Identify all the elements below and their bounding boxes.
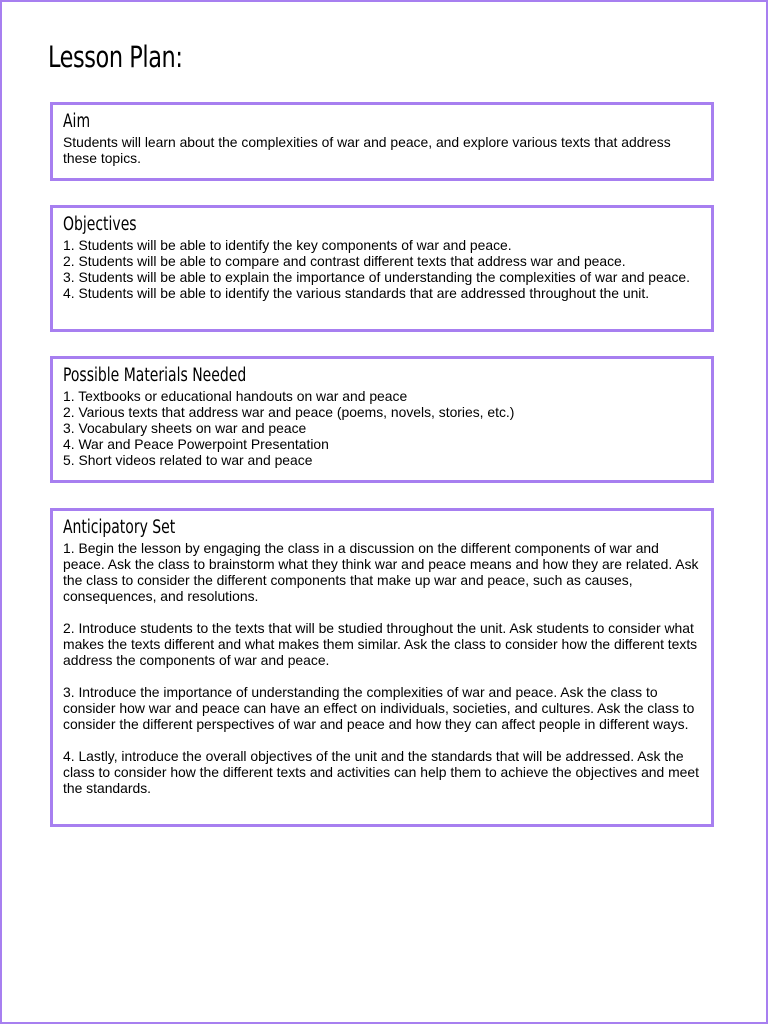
paragraph: 3. Introduce the importance of understanding the complexities of war and peace. Ask the class to consider how war and peace can have an effect on individuals, societies, and cultures. Ask the class to consider the different perspectives of war and peace and how they can affect people in different ways.	[63, 684, 695, 732]
section-materials	[50, 356, 714, 483]
list-item: 3. Students will be able to explain the importance of understanding the complexities of war and peace.	[63, 269, 691, 285]
section-title-aim: Aim	[63, 111, 91, 132]
section-objectives	[50, 205, 714, 332]
paragraph: 2. Introduce students to the texts that will be studied throughout the unit. Ask students to consider what makes the texts different and what makes them similar. Ask the class to consider how the different texts address the components of war and peace.	[63, 620, 698, 668]
section-title-materials: Possible Materials Needed	[63, 365, 247, 386]
section-anticipatory-set	[50, 508, 714, 827]
list-item: 2. Students will be able to compare and contrast different texts that address war and peace.	[63, 253, 626, 269]
list-item: 4. War and Peace Powerpoint Presentation	[63, 436, 329, 452]
section-title-objectives: Objectives	[63, 214, 137, 235]
anticipatory-body	[63, 540, 701, 796]
section-title-anticipatory: Anticipatory Set	[63, 517, 176, 538]
section-aim	[50, 102, 714, 181]
list-item: 3. Vocabulary sheets on war and peace	[63, 420, 307, 436]
list-item: 5. Short videos related to war and peace	[63, 452, 313, 468]
paragraph: 1. Begin the lesson by engaging the class in a discussion on the different components of war and peace. Ask the class to brainstorm what they think war and peace means and how they are related. Ask the class to consider the different components that make up war and peace, such as causes, consequences, and resolutions.	[63, 540, 699, 604]
list-item: 1. Students will be able to identify the key components of war and peace.	[63, 237, 512, 253]
list-item: 1. Textbooks or educational handouts on war and peace	[63, 388, 408, 404]
objectives-list	[63, 237, 701, 301]
section-body-aim: Students will learn about the complexities of war and peace, and explore various texts that address these topics.	[63, 134, 671, 166]
paragraph: 4. Lastly, introduce the overall objectives of the unit and the standards that will be addressed. Ask the class to consider how the different texts and activities can help them to achieve the objectives and meet the standards.	[63, 748, 699, 796]
list-item: 4. Students will be able to identify the various standards that are addressed throughout the unit.	[63, 285, 650, 301]
page-title: Lesson Plan:	[48, 40, 183, 74]
list-item: 2. Various texts that address war and peace (poems, novels, stories, etc.)	[63, 404, 515, 420]
materials-list	[63, 388, 701, 468]
